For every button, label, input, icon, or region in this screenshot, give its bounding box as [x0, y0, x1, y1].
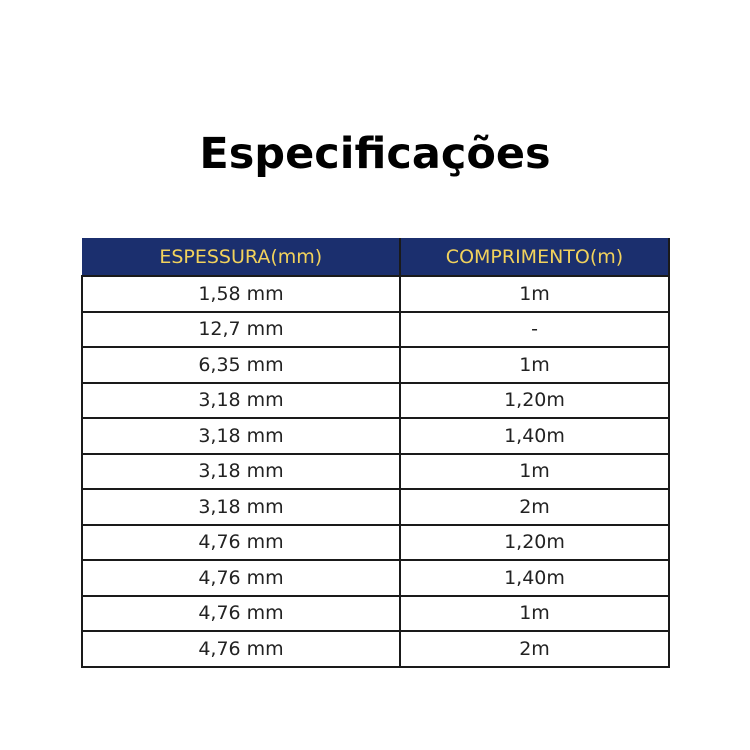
table-row: [82, 454, 669, 490]
cell-length: 1m: [400, 454, 669, 490]
cell-length: 2m: [400, 489, 669, 525]
cell-length: 1,40m: [400, 560, 669, 596]
header-thickness: ESPESSURA(mm): [82, 239, 400, 277]
cell-thickness: 6,35 mm: [82, 347, 400, 383]
cell-length: 1,40m: [400, 418, 669, 454]
cell-thickness: 4,76 mm: [82, 596, 400, 632]
table-row: [82, 525, 669, 561]
cell-length: 1m: [400, 596, 669, 632]
header-length: COMPRIMENTO(m): [400, 239, 669, 277]
cell-thickness: 4,76 mm: [82, 560, 400, 596]
table-row: [82, 418, 669, 454]
table-row: [82, 631, 669, 667]
table-row: [82, 596, 669, 632]
cell-length: 2m: [400, 631, 669, 667]
table-header-row: [82, 239, 669, 277]
specifications-table: [81, 238, 670, 668]
cell-length: 1,20m: [400, 383, 669, 419]
table-row: [82, 347, 669, 383]
cell-thickness: 12,7 mm: [82, 312, 400, 348]
cell-thickness: 1,58 mm: [82, 276, 400, 312]
cell-length: 1m: [400, 276, 669, 312]
table-row: [82, 489, 669, 525]
cell-thickness: 3,18 mm: [82, 454, 400, 490]
cell-length: 1,20m: [400, 525, 669, 561]
table-row: [82, 383, 669, 419]
table-row: [82, 312, 669, 348]
table-row: [82, 276, 669, 312]
cell-length: -: [400, 312, 669, 348]
cell-thickness: 3,18 mm: [82, 489, 400, 525]
table-row: [82, 560, 669, 596]
cell-length: 1m: [400, 347, 669, 383]
cell-thickness: 3,18 mm: [82, 418, 400, 454]
cell-thickness: 4,76 mm: [82, 631, 400, 667]
cell-thickness: 4,76 mm: [82, 525, 400, 561]
cell-thickness: 3,18 mm: [82, 383, 400, 419]
page-title: Especificações: [199, 129, 551, 179]
